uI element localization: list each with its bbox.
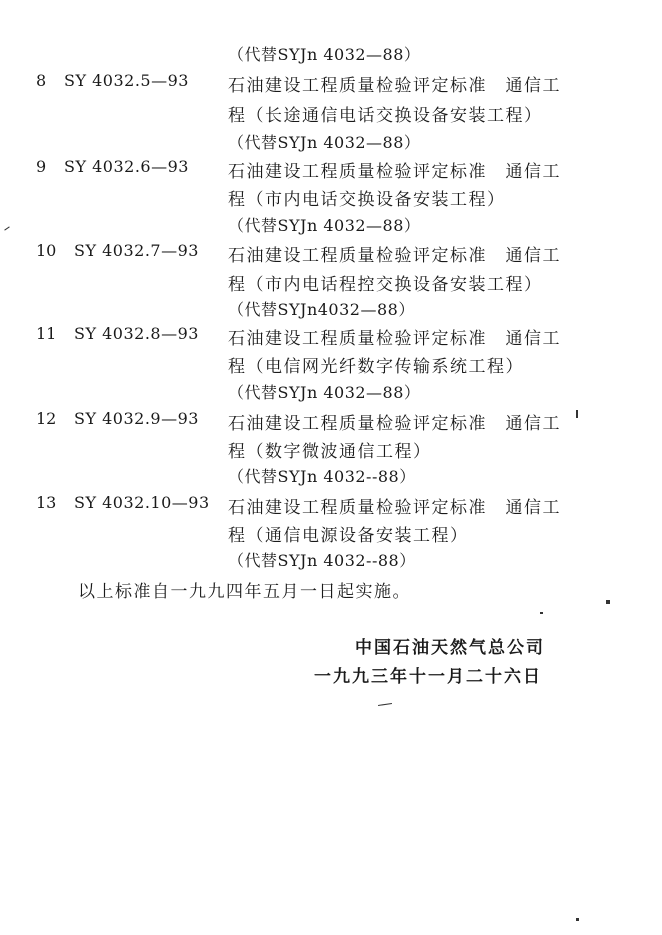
entry-number: 12 [36, 409, 57, 428]
standard-title-continuation: 程（通信电源设备安装工程） [228, 526, 469, 546]
entry-number: 13 [36, 493, 57, 512]
issue-date: 一九九三年十一月二十六日 [314, 667, 542, 687]
replacement-note: （代替SYJn 4032--88） [228, 551, 416, 570]
standard-title-continuation: 程（电信网光纤数字传输系统工程） [228, 357, 524, 377]
scan-speck [576, 918, 579, 921]
standard-code: SY 4032.5—93 [64, 71, 189, 90]
scan-speck [378, 703, 392, 706]
standard-title: 石油建设工程质量检验评定标准 通信工 [228, 498, 561, 518]
entry-number: 11 [36, 324, 57, 343]
standard-title: 石油建设工程质量检验评定标准 通信工 [228, 414, 561, 434]
standard-title: 石油建设工程质量检验评定标准 通信工 [228, 76, 561, 96]
standard-code: SY 4032.10—93 [74, 493, 210, 512]
entry-number: 8 [36, 71, 47, 90]
replacement-note: （代替SYJn 4032—88） [228, 133, 421, 152]
standard-title: 石油建设工程质量检验评定标准 通信工 [228, 246, 561, 266]
standard-title: 石油建设工程质量检验评定标准 通信工 [228, 329, 561, 349]
standard-title: 石油建设工程质量检验评定标准 通信工 [228, 162, 561, 182]
standard-title-continuation: 程（市内电话程控交换设备安装工程） [228, 275, 543, 295]
scan-speck [606, 600, 610, 604]
scan-speck [576, 410, 578, 418]
standard-title-continuation: 程（市内电话交换设备安装工程） [228, 190, 506, 210]
issuer-name: 中国石油天然气总公司 [355, 638, 545, 658]
entry-number: 9 [36, 157, 47, 176]
standard-code: SY 4032.6—93 [64, 157, 189, 176]
standard-title-continuation: 程（长途通信电话交换设备安装工程） [228, 106, 543, 126]
replacement-note: （代替SYJn 4032--88） [228, 467, 416, 486]
entry-number: 10 [36, 241, 57, 260]
effective-date-statement: 以上标准自一九九四年五月一日起实施。 [78, 582, 411, 602]
replacement-note: （代替SYJn 4032—88） [228, 383, 421, 402]
standard-code: SY 4032.7—93 [74, 241, 199, 260]
standard-code: SY 4032.8—93 [74, 324, 199, 343]
replacement-note: （代替SYJn 4032—88） [228, 45, 421, 64]
replacement-note: （代替SYJn4032—88） [228, 300, 415, 319]
standard-code: SY 4032.9—93 [74, 409, 199, 428]
scan-speck [540, 612, 543, 614]
replacement-note: （代替SYJn 4032—88） [228, 216, 421, 235]
scan-speck [4, 226, 9, 230]
standard-title-continuation: 程（数字微波通信工程） [228, 442, 432, 462]
